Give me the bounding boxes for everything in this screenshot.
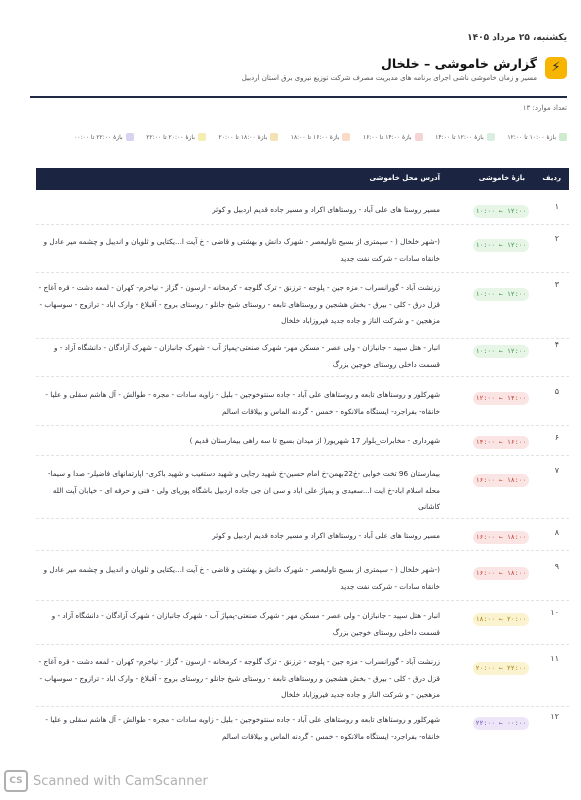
row-number: ۸ xyxy=(554,528,559,537)
outage-address: انبار - هتل سپید - جانبازان - ولی عصر - مسکن مهر - شهرک صنعتی-پمپاژ آب - شهرک جانبازان - شهرک آزادگان - دانشگاه آزاد - و قسمت داخلی روستای خوجین بزرگ xyxy=(51,611,440,637)
row-number: ۱ xyxy=(554,202,559,211)
legend-item xyxy=(435,133,495,141)
legend-swatch xyxy=(487,133,495,141)
outage-address: انبار - هتل سپید - جانبازان - ولی عصر - مسکن مهر- شهرک صنعتی-پمپاژ آب - شهرک جانبازان - شهرک آزادگان - دانشگاه آزاد - و قسمت داخلی روستای خوجین بزرگ xyxy=(54,343,440,369)
period-badge: ۱۶:۰۰ ← ۱۸:۰۰ xyxy=(473,567,529,580)
watermark-text: Scanned with CamScanner xyxy=(33,773,208,789)
legend-item xyxy=(146,133,206,141)
outage-address: (-شهر خلخال ( - سیمتری از بسیج تاولیعصر - شهرک دانش و بهشتی و قاضی - خ آیت ا...یکتایی و ثلویان و اندیبل و چشمه میر عادل و خانقاه سادات - شرکت نفت جدید xyxy=(43,565,440,591)
period-badge: ۱۰:۰۰ ← ۱۲:۰۰ xyxy=(473,239,529,252)
legend-swatch xyxy=(415,133,423,141)
legend-item xyxy=(219,133,279,141)
table-row xyxy=(36,654,569,707)
outage-address: زرنشت آباد - گورانسراب - مزه جین - پلوجه - ترزنق - ترک گلوجه - کرمخانه - ارسون - گزاز - نیاخرم- کهران - لمعه دشت - قره آغاج - قزل درق - کلی - بیرق - بخش هشجین و روستاهای تابعه - روستای شیخ جانلو - روستای بروج - آقبلاغ - وارک اباد - ترازوج - سوسهاب - مزهجین - و شرکت الناز و جاده جدید فیروزاباد خلخال xyxy=(38,283,440,325)
legend-item xyxy=(507,133,567,141)
legend-label: بازهٔ ۱۶:۰۰ تا ۱۸:۰۰ xyxy=(290,133,340,141)
legend-label: بازهٔ ۲۰:۰۰ تا ۲۲:۰۰ xyxy=(146,133,195,141)
camscanner-watermark xyxy=(4,770,208,792)
period-badge: ۲۰:۰۰ ← ۲۲:۰۰ xyxy=(473,662,529,675)
legend-swatch xyxy=(342,133,350,141)
table-header xyxy=(36,168,569,190)
row-number: ۷ xyxy=(554,466,559,475)
outage-address: (-شهر خلخال ( - سیمتری از بسیج تاولیعصر - شهرک دانش و بهشتی و قاضی - خ آیت ا...یکتایی و ثلویان و اندیبل و چشمه میر عادل و خانقاه سادات - شرکت نفت جدید xyxy=(43,237,440,263)
outage-address: مسیر روستا های علی آباد - روستاهای اکراد و مسیر جاده قدیم اردبیل و کوثر xyxy=(212,205,440,214)
legend-label: بازهٔ ۱۸:۰۰ تا ۲۰:۰۰ xyxy=(218,133,268,141)
table-row xyxy=(36,280,569,339)
period-badge: ۱۸:۰۰ ← ۲۰:۰۰ xyxy=(473,613,529,626)
outage-address: شهرداری - مخابرات_بلوار 17 شهریور( از میدان بسیج تا سه راهی بیمارستان قدیم ) xyxy=(189,436,440,445)
period-badge: ۱۰:۰۰ ← ۱۲:۰۰ xyxy=(473,345,529,358)
table-row xyxy=(36,466,569,519)
table-row xyxy=(36,387,569,426)
table-row xyxy=(36,608,569,645)
legend-swatch xyxy=(198,133,206,141)
lightning-icon: ⚡ xyxy=(545,57,567,79)
legend-item xyxy=(74,133,134,141)
legend-item xyxy=(363,133,423,141)
table-row xyxy=(36,234,569,273)
header-divider xyxy=(30,96,567,98)
row-number: ۱۱ xyxy=(550,654,559,663)
row-number: ۴ xyxy=(554,340,559,349)
camscanner-logo-icon: CS xyxy=(4,770,28,792)
legend-label: بازهٔ ۱۴:۰۰ تا ۱۶:۰۰ xyxy=(362,133,412,141)
row-number: ۵ xyxy=(554,387,559,396)
table-row xyxy=(36,202,569,225)
period-badge: ۲۲:۰۰ ← ۰۰:۰۰ xyxy=(473,717,529,730)
legend-label: بازهٔ ۲۲:۰۰ تا ۰۰:۰۰ xyxy=(74,133,123,141)
outage-address: زرنشت آباد - گورانسراب - مزه جین - پلوجه - ترزنق - ترک گلوجه - کرمخانه - ارسون - گزاز - نیاخرم- کهران - لمعه دشت - قره آغاج - قزل درق - کلی - بیرق - بخش هشجین و روستاهای تابعه - روستای شیخ جانلو - روستای بروج - آقبلاغ - وارک اباد - ترازوج - سوسهاب - مزهجین - و شرکت الناز و جاده جدید فیروزاباد خلخال xyxy=(38,657,440,699)
period-legend xyxy=(74,131,567,143)
legend-label: بازهٔ ۱۰:۰۰ تا ۱۲:۰۰ xyxy=(507,133,556,141)
period-badge: ۱۴:۰۰ ← ۱۶:۰۰ xyxy=(473,436,529,449)
header-outage-period: بازهٔ خاموشی xyxy=(478,174,525,182)
period-badge: ۱۲:۰۰ ← ۱۴:۰۰ xyxy=(473,392,529,405)
report-header xyxy=(22,55,567,89)
table-row xyxy=(36,528,569,551)
legend-swatch xyxy=(270,133,278,141)
row-number: ۱۰ xyxy=(550,608,559,617)
row-number: ۲ xyxy=(554,234,559,243)
table-row xyxy=(36,712,569,748)
legend-item xyxy=(291,133,351,141)
header-row-number: ردیف xyxy=(542,174,561,182)
header-outage-address: آدرس محل خاموشی xyxy=(369,174,440,182)
row-number: ۹ xyxy=(554,562,559,571)
period-badge: ۱۰:۰۰ ← ۱۲:۰۰ xyxy=(473,205,529,218)
outage-address: شهرکلور و روستاهای تابعه و روستاهای علی آباد - جاده سنتوخوجین - بلیل - زاویه سادات - مجره - طوالش - آل هاشم سقلی و علیا - خانقاه- بفراجرد- ایستگاه مالانکوه - خمس - گردنه الماس و بیلاقات اسالم xyxy=(45,390,440,416)
record-count: تعداد موارد: ۱۳ xyxy=(522,104,567,112)
table-row xyxy=(36,433,569,456)
table-row xyxy=(36,340,569,377)
report-title: گزارش خاموشی – خلخال xyxy=(381,56,537,71)
period-badge: ۱۰:۰۰ ← ۱۲:۰۰ xyxy=(473,288,529,301)
legend-swatch xyxy=(559,133,567,141)
legend-swatch xyxy=(126,133,134,141)
outage-address: بیمارستان 96 تخت خوابی -خ22بهمن-خ امام حسین-خ شهید رجایی و شهید دستغیب و شهید باکری- اپارتمانهای فاضیلر- صدا و سیما- محله اسلام اباد-خ ایت ا...سعیدی و پمپاژ علی اباد و سی ان جی جاده اردبیل باشگاه پوریای ولی - فنی و حرفه ای - خیابان آیت الله کاشانی xyxy=(47,469,440,511)
period-badge: ۱۶:۰۰ ← ۱۸:۰۰ xyxy=(473,474,529,487)
row-number: ۳ xyxy=(554,280,559,289)
row-number: ۱۲ xyxy=(550,712,559,721)
outage-address: مسیر روستا های علی آباد - روستاهای اکراد و مسیر جاده قدیم اردبیل و کوثر xyxy=(212,531,440,540)
outage-address: شهرکلور و روستاهای تابعه و روستاهای علی آباد - جاده سنتوخوجین - بلیل - زاویه سادات - مجره - طوالش - آل هاشم سقلی و علیا - خانقاه- بفراجرد- ایستگاه مالانکوه - خمس - گردنه الماس و بیلاقات اسالم xyxy=(45,715,440,741)
table-row xyxy=(36,562,569,601)
row-number: ۶ xyxy=(554,433,559,442)
period-badge: ۱۶:۰۰ ← ۱۸:۰۰ xyxy=(473,531,529,544)
report-subtitle: مسیر و زمان خاموشی ناشی اجرای برنامه های مدیریت مصرف شرکت توزیع نیروی برق استان اردبیل xyxy=(241,74,537,82)
report-date: یکشنبه، ۲۵ مرداد ۱۴۰۵ xyxy=(467,33,567,43)
legend-label: بازهٔ ۱۲:۰۰ تا ۱۴:۰۰ xyxy=(435,133,484,141)
